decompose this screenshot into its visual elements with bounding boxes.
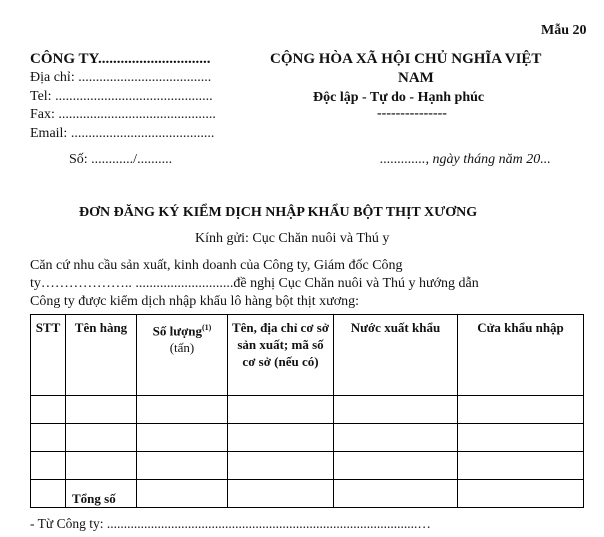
table-cell[interactable] [334,452,458,480]
table-cell[interactable] [31,452,66,480]
body-line-3: Công ty được kiểm dịch nhập khẩu lô hàng bột thịt xương: [30,294,359,309]
table-cell[interactable] [228,452,334,480]
table-cell[interactable] [66,396,137,424]
table-cell[interactable] [31,396,66,424]
table-cell[interactable] [137,480,228,508]
table-cell[interactable] [334,396,458,424]
company-address: Địa chỉ: ...................................... [30,70,212,85]
table-cell[interactable] [66,424,137,452]
table-cell[interactable] [228,480,334,508]
import-table [30,314,584,508]
header-co-so: Tên, địa chỉ cơ sở sản xuất; mã số cơ sở (nếu có) [228,315,334,396]
company-email: Email: ......................................... [30,126,215,141]
header-so-luong [137,315,228,396]
table-row [31,424,584,452]
company-fax: Fax: ............................................. [30,107,216,122]
company-name: CÔNG TY.............................. [30,51,211,67]
header-so-luong-unit: (tấn) [169,340,195,356]
form-number: Mẫu 20 [541,23,587,38]
body-line-2: ty……………….. ............................đề nghị Cục Chăn nuôi và Thú y hướng dẫn [30,276,479,291]
table-cell[interactable] [334,480,458,508]
header-ten-hang: Tên hàng [66,315,137,396]
header-stt: STT [31,315,66,396]
national-title-line2: NAM [398,70,434,86]
motto-underline: --------------- [377,106,447,121]
date-line: ............., ngày tháng năm 20... [380,152,551,167]
table-cell[interactable] [228,424,334,452]
recipient: Kính gửi: Cục Chăn nuôi và Thú y [195,231,390,246]
document-number: Số: ............/.......... [69,152,173,167]
total-label: Tổng số [66,480,137,508]
table-cell[interactable] [137,452,228,480]
table-cell[interactable] [31,480,66,508]
table-cell[interactable] [137,396,228,424]
table-total-row [31,480,584,508]
company-tel: Tel: ............................................. [30,89,213,104]
national-motto: Độc lập - Tự do - Hạnh phúc [313,90,485,105]
form-title: ĐƠN ĐĂNG KÝ KIỂM DỊCH NHẬP KHẨU BỘT THỊT XƯƠNG [79,205,478,220]
table-cell[interactable] [228,396,334,424]
body-line-1: Căn cứ nhu cầu sản xuất, kinh doanh của Công ty, Giám đốc Công [30,258,403,273]
table-cell[interactable] [458,452,584,480]
table-cell[interactable] [31,424,66,452]
footnote-marker: (1) [202,323,212,332]
table-row [31,452,584,480]
table-header-row [31,315,584,396]
national-title-line1: CỘNG HÒA XÃ HỘI CHỦ NGHĨA VIỆT [270,51,542,67]
header-so-luong-label: Số lượng [152,323,202,339]
table-cell[interactable] [458,480,584,508]
table-row [31,396,584,424]
table-cell[interactable] [458,396,584,424]
table-cell[interactable] [334,424,458,452]
table-cell[interactable] [137,424,228,452]
header-cua-khau: Cửa khẩu nhập [458,315,584,396]
table-cell[interactable] [66,452,137,480]
table-cell[interactable] [458,424,584,452]
header-nuoc: Nước xuất khẩu [334,315,458,396]
footer-from-company: - Từ Công ty: ............................................................................................… [30,516,431,531]
